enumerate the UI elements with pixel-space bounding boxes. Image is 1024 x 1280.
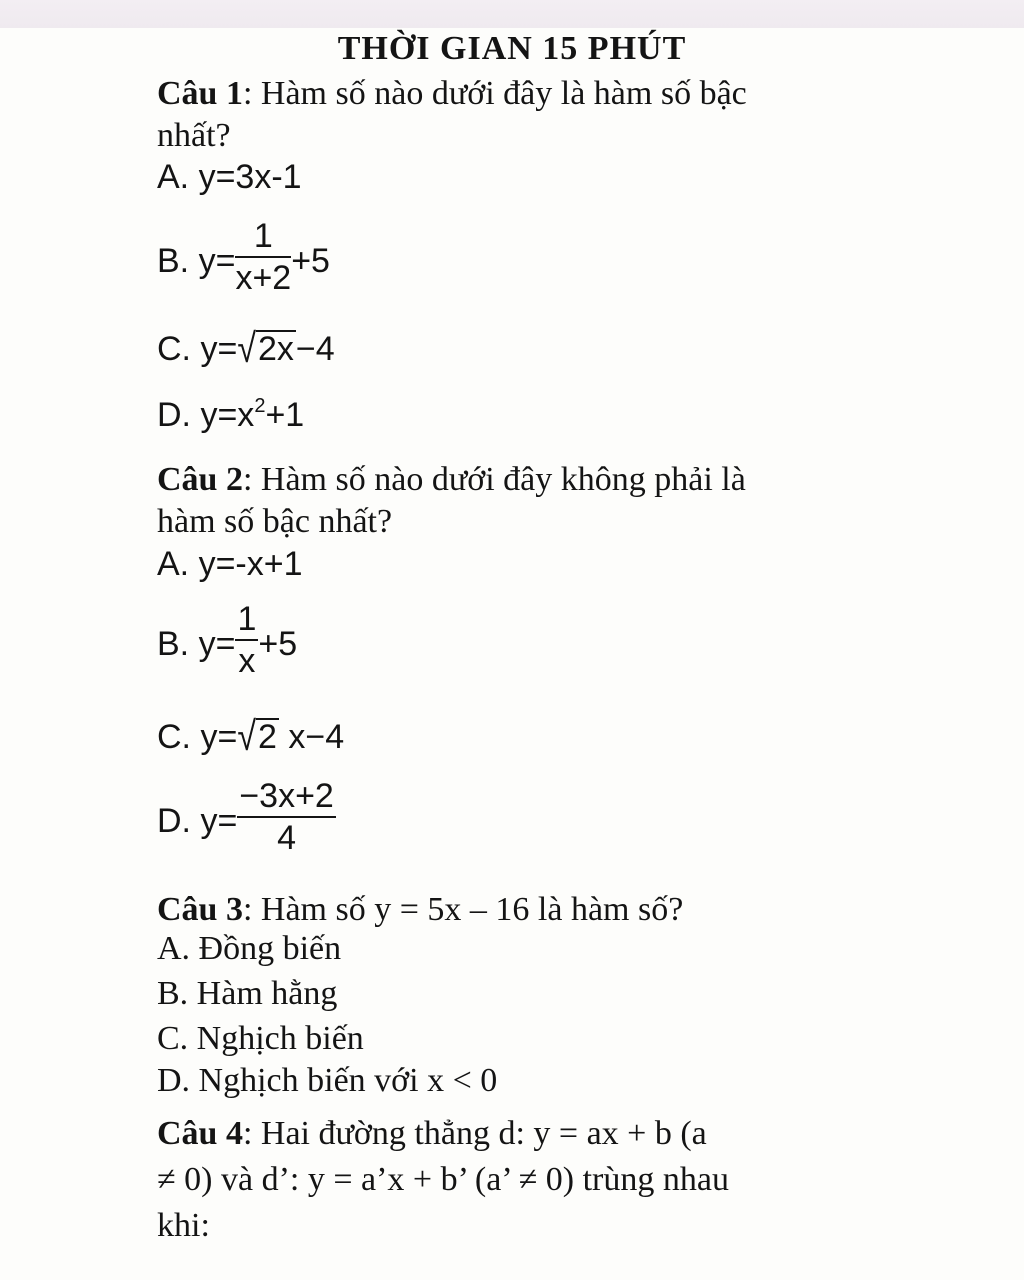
question-4-line-3: khi:	[157, 1207, 210, 1244]
question-2-option-b: B. y= $\frac{1}{x}$ +5	[157, 600, 298, 680]
top-band	[0, 0, 1024, 29]
fraction: $\frac{1}{x}$	[237, 600, 257, 680]
question-4-label: Câu 4	[157, 1115, 243, 1152]
question-2-line-2: hàm số bậc nhất?	[157, 503, 393, 540]
document-page	[0, 28, 1024, 1280]
question-1-option-c: C. y=√2x−4	[157, 326, 335, 372]
question-1-label: Câu 1	[157, 75, 243, 112]
page-title: THỜI GIAN 15 PHÚT	[337, 30, 687, 67]
question-3-option-d: D. Nghịch biến với x < 0	[157, 1062, 498, 1099]
question-1-line-2: nhất?	[157, 117, 231, 154]
question-3-option-c: C. Nghịch biến	[157, 1020, 364, 1057]
question-2-option-d: D. y= $\frac{-3x+2}{4}$	[157, 777, 334, 857]
question-1-option-a: A. y=3x-1	[157, 158, 302, 196]
question-3-option-a: A. Đồng biến	[157, 930, 342, 967]
question-1-option-d: D. $y=x^2+1$	[157, 395, 305, 434]
question-2-text: : Hàm số nào dưới đây không phải là	[242, 461, 746, 498]
question-2-option-c: C. y=√2 x−4	[157, 714, 345, 760]
question-4-line-1	[157, 1112, 917, 1156]
question-2-option-a: A. y=-x+1	[157, 545, 303, 583]
fraction: $\frac{-3x+2}{4}$	[239, 777, 334, 857]
sqrt-icon: √	[237, 326, 256, 372]
question-1-option-b: B. y= $\frac{1}{x+2}$ +5	[157, 217, 330, 297]
question-3-label: Câu 3	[157, 891, 243, 928]
question-3-text: : Hàm số y = 5x – 16 là hàm số?	[242, 891, 684, 928]
question-3-option-b: B. Hàm hằng	[157, 975, 338, 1012]
question-2-label: Câu 2	[157, 461, 243, 498]
question-2-line-1	[157, 458, 917, 502]
question-1-text: : Hàm số nào dưới đây là hàm số bậc	[242, 75, 747, 112]
question-4-line-2: ≠ 0) và d’: y = a’x + b’ (a’ ≠ 0) trùng nhau	[157, 1161, 729, 1198]
question-4-text: : Hai đường thẳng d: y = ax + b (a	[242, 1115, 707, 1152]
question-1-line-1	[157, 72, 917, 116]
fraction: $\frac{1}{x+2}$	[235, 217, 292, 297]
sqrt-icon: √	[237, 714, 256, 760]
question-3-line-1	[157, 888, 917, 932]
